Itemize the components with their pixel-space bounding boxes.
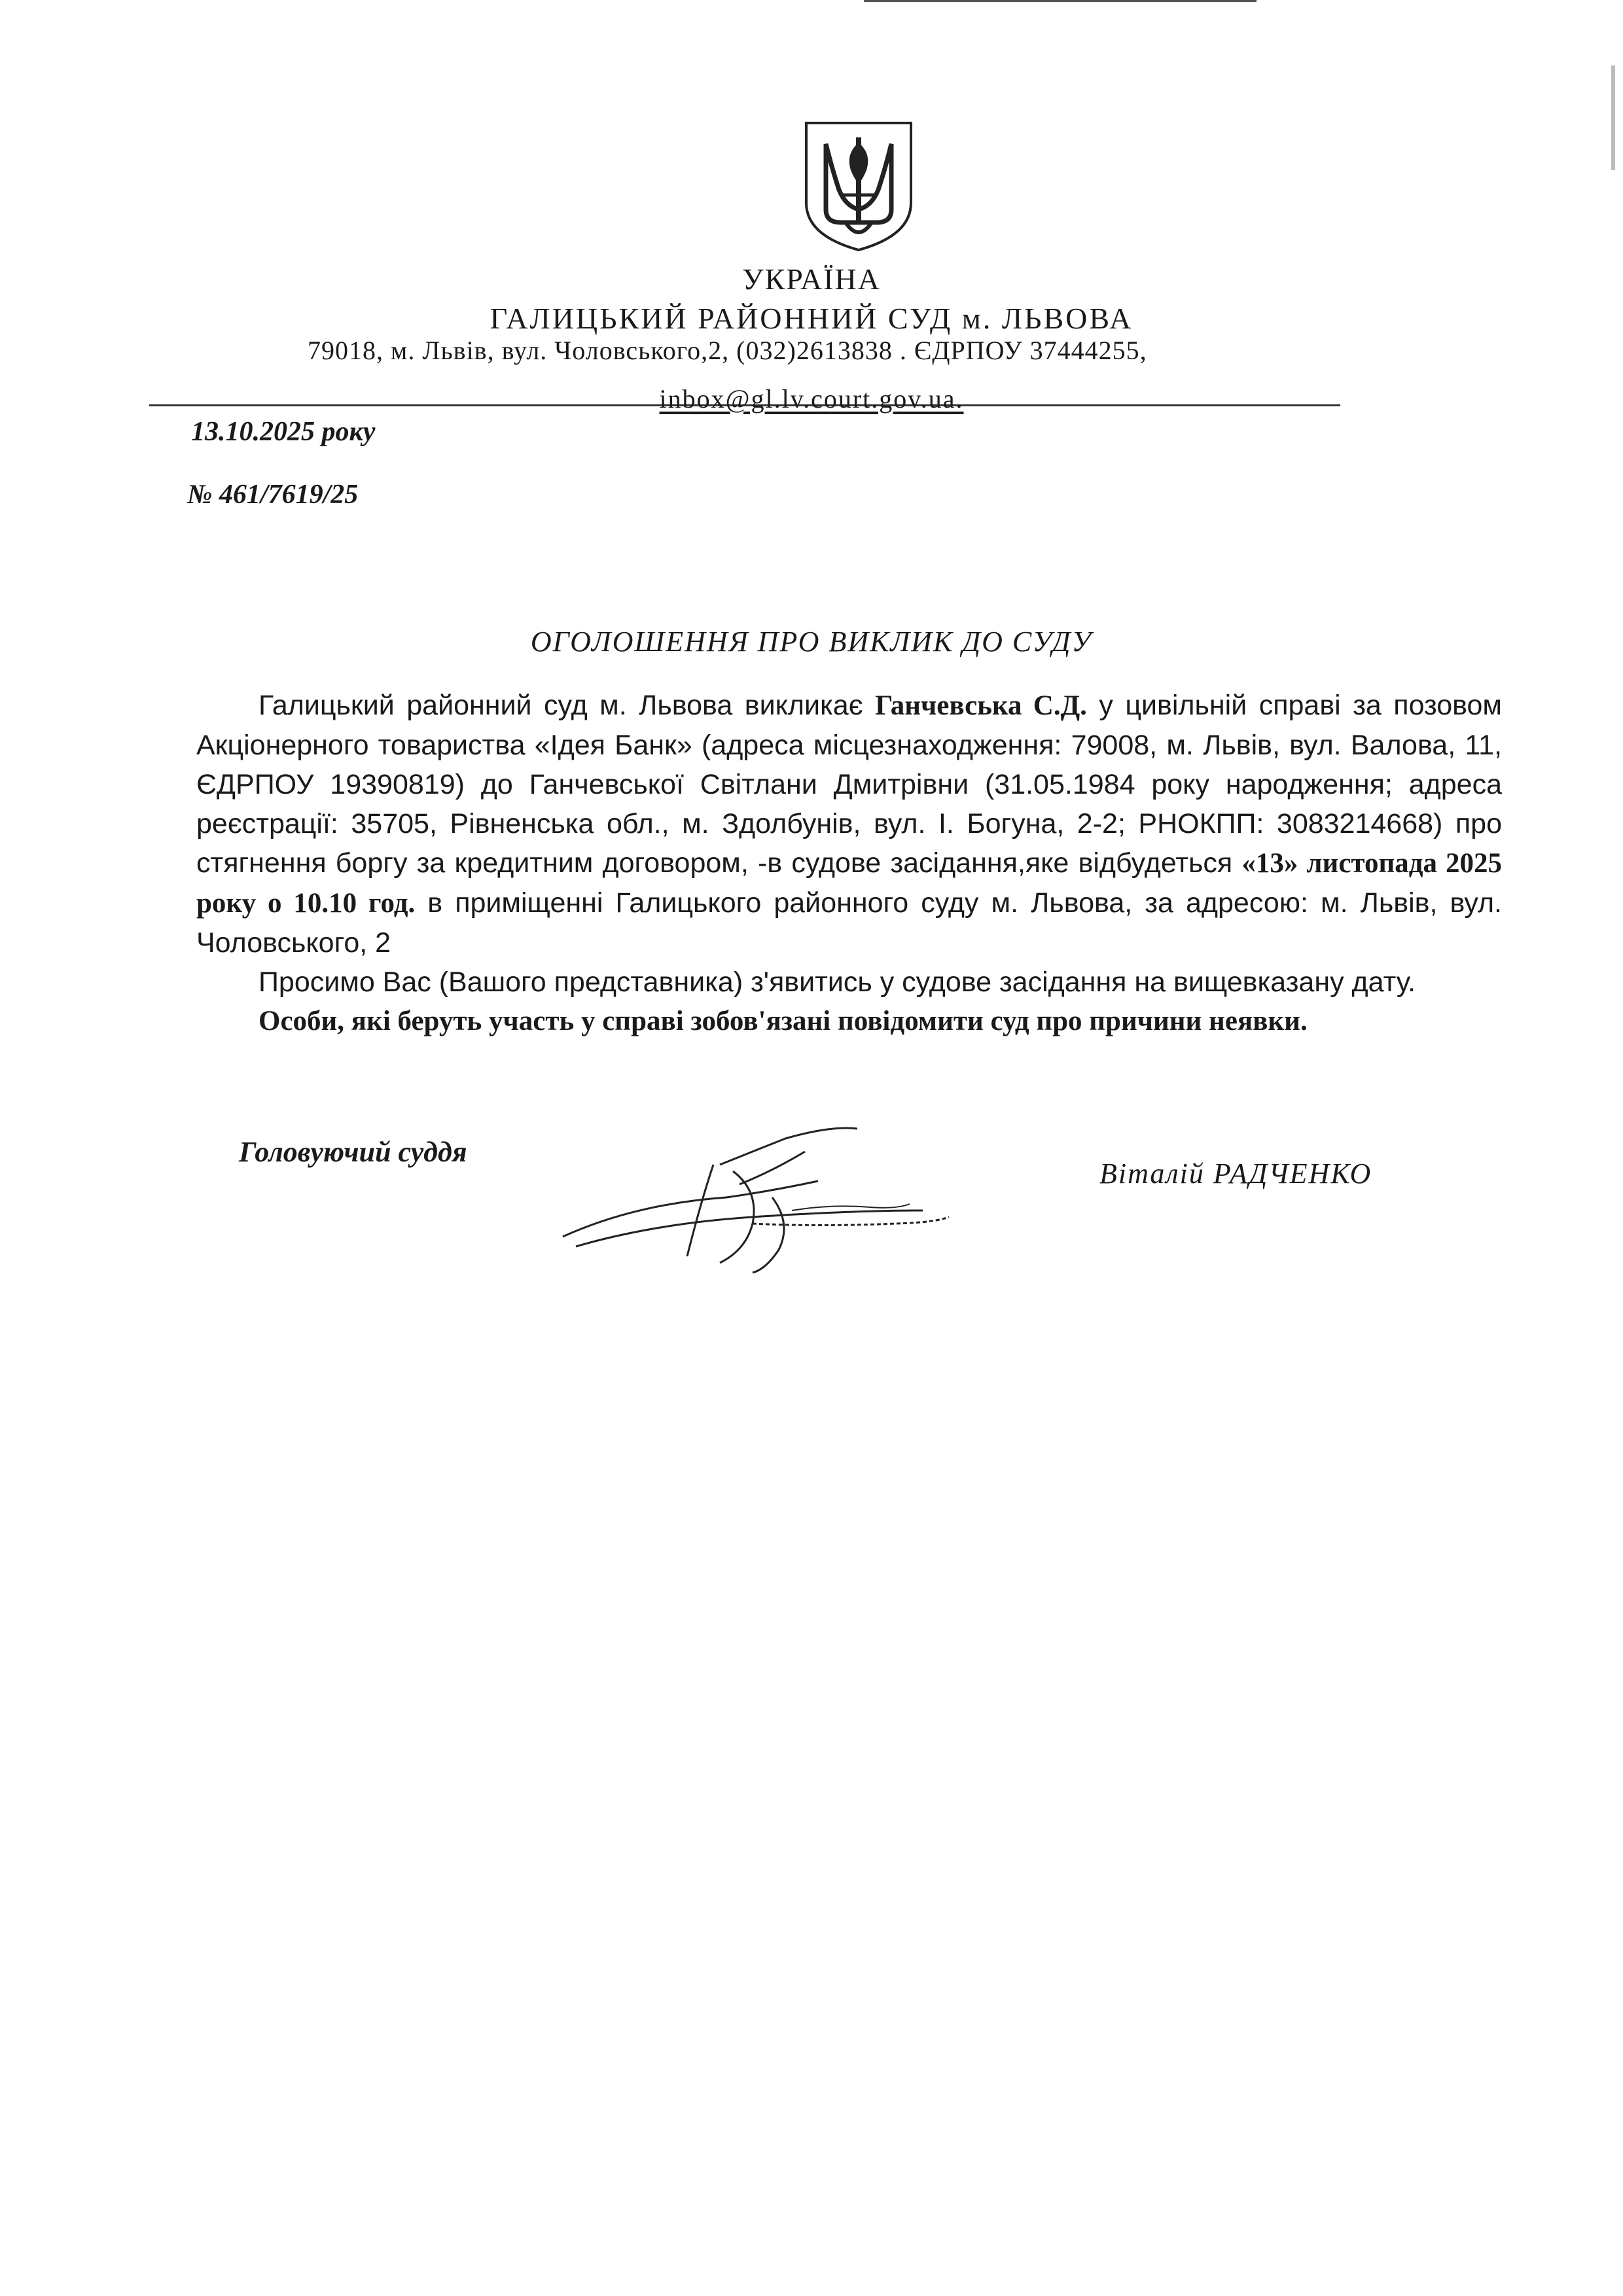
handwritten-signature <box>556 1125 975 1282</box>
document-title: ОГОЛОШЕННЯ ПРО ВИКЛИК ДО СУДУ <box>530 626 1093 658</box>
ukraine-trident-icon <box>800 118 918 255</box>
appearance-request: Просимо Вас (Вашого представника) з'явитись у судове засідання на вищевказану дату. <box>259 966 1416 998</box>
defendant-name: Ганчевська С.Д. <box>875 690 1087 721</box>
hearing-datetime: «13» листопада 2025 року о 10.10 год. <box>196 848 1502 919</box>
document-date: 13.10.2025 року <box>191 417 376 447</box>
judge-name: Віталій РАДЧЕНКО <box>1099 1157 1372 1190</box>
document-body <box>196 686 1502 1041</box>
judge-role: Головуючий суддя <box>239 1136 467 1168</box>
case-number: № 461/7619/25 <box>187 480 359 510</box>
scan-artifact-edge <box>1611 65 1615 170</box>
court-email: inbox@gl.lv.court.gov.ua. <box>659 384 964 414</box>
court-address: 79018, м. Львів, вул. Чоловського,2, (032)2613838 . ЄДРПОУ 37444255, <box>308 336 1147 365</box>
non-appearance-notice: Особи, які беруть участь у справі зобов'язані повідомити суд про причини неявки. <box>259 1006 1308 1036</box>
scan-artifact-top <box>864 0 1257 2</box>
court-name: ГАЛИЦЬКИЙ РАЙОННИЙ СУД м. ЛЬВОВА <box>490 302 1133 335</box>
country-name: УКРАЇНА <box>742 262 881 296</box>
summons-paragraph: Галицький районний суд м. Львова викликає Ганчевська С.Д. у цивільній справі за позовом Акціонерного товариства «Ідея Банк» (адреса місцезнаходження: 79008, м. Львів, вул. Валова, 11, ЄДРПОУ 19390819) до Ганчевської Світлани Дмитрівни (31.05.1984 року народження; адреса реєстрації: 35705, Рівненська обл., м. Здолбунів, вул. І. Богуна, 2-2; РНОКПП: 3083214668) про стягнення боргу за кредитним договором, -в судове засідання,яке відбудеться «13» листопада 2025 року о 10.10 год. в приміщенні Галицького районного суду м. Львова, за адресою: м. Львів, вул. Чоловського, 2 <box>196 690 1502 959</box>
